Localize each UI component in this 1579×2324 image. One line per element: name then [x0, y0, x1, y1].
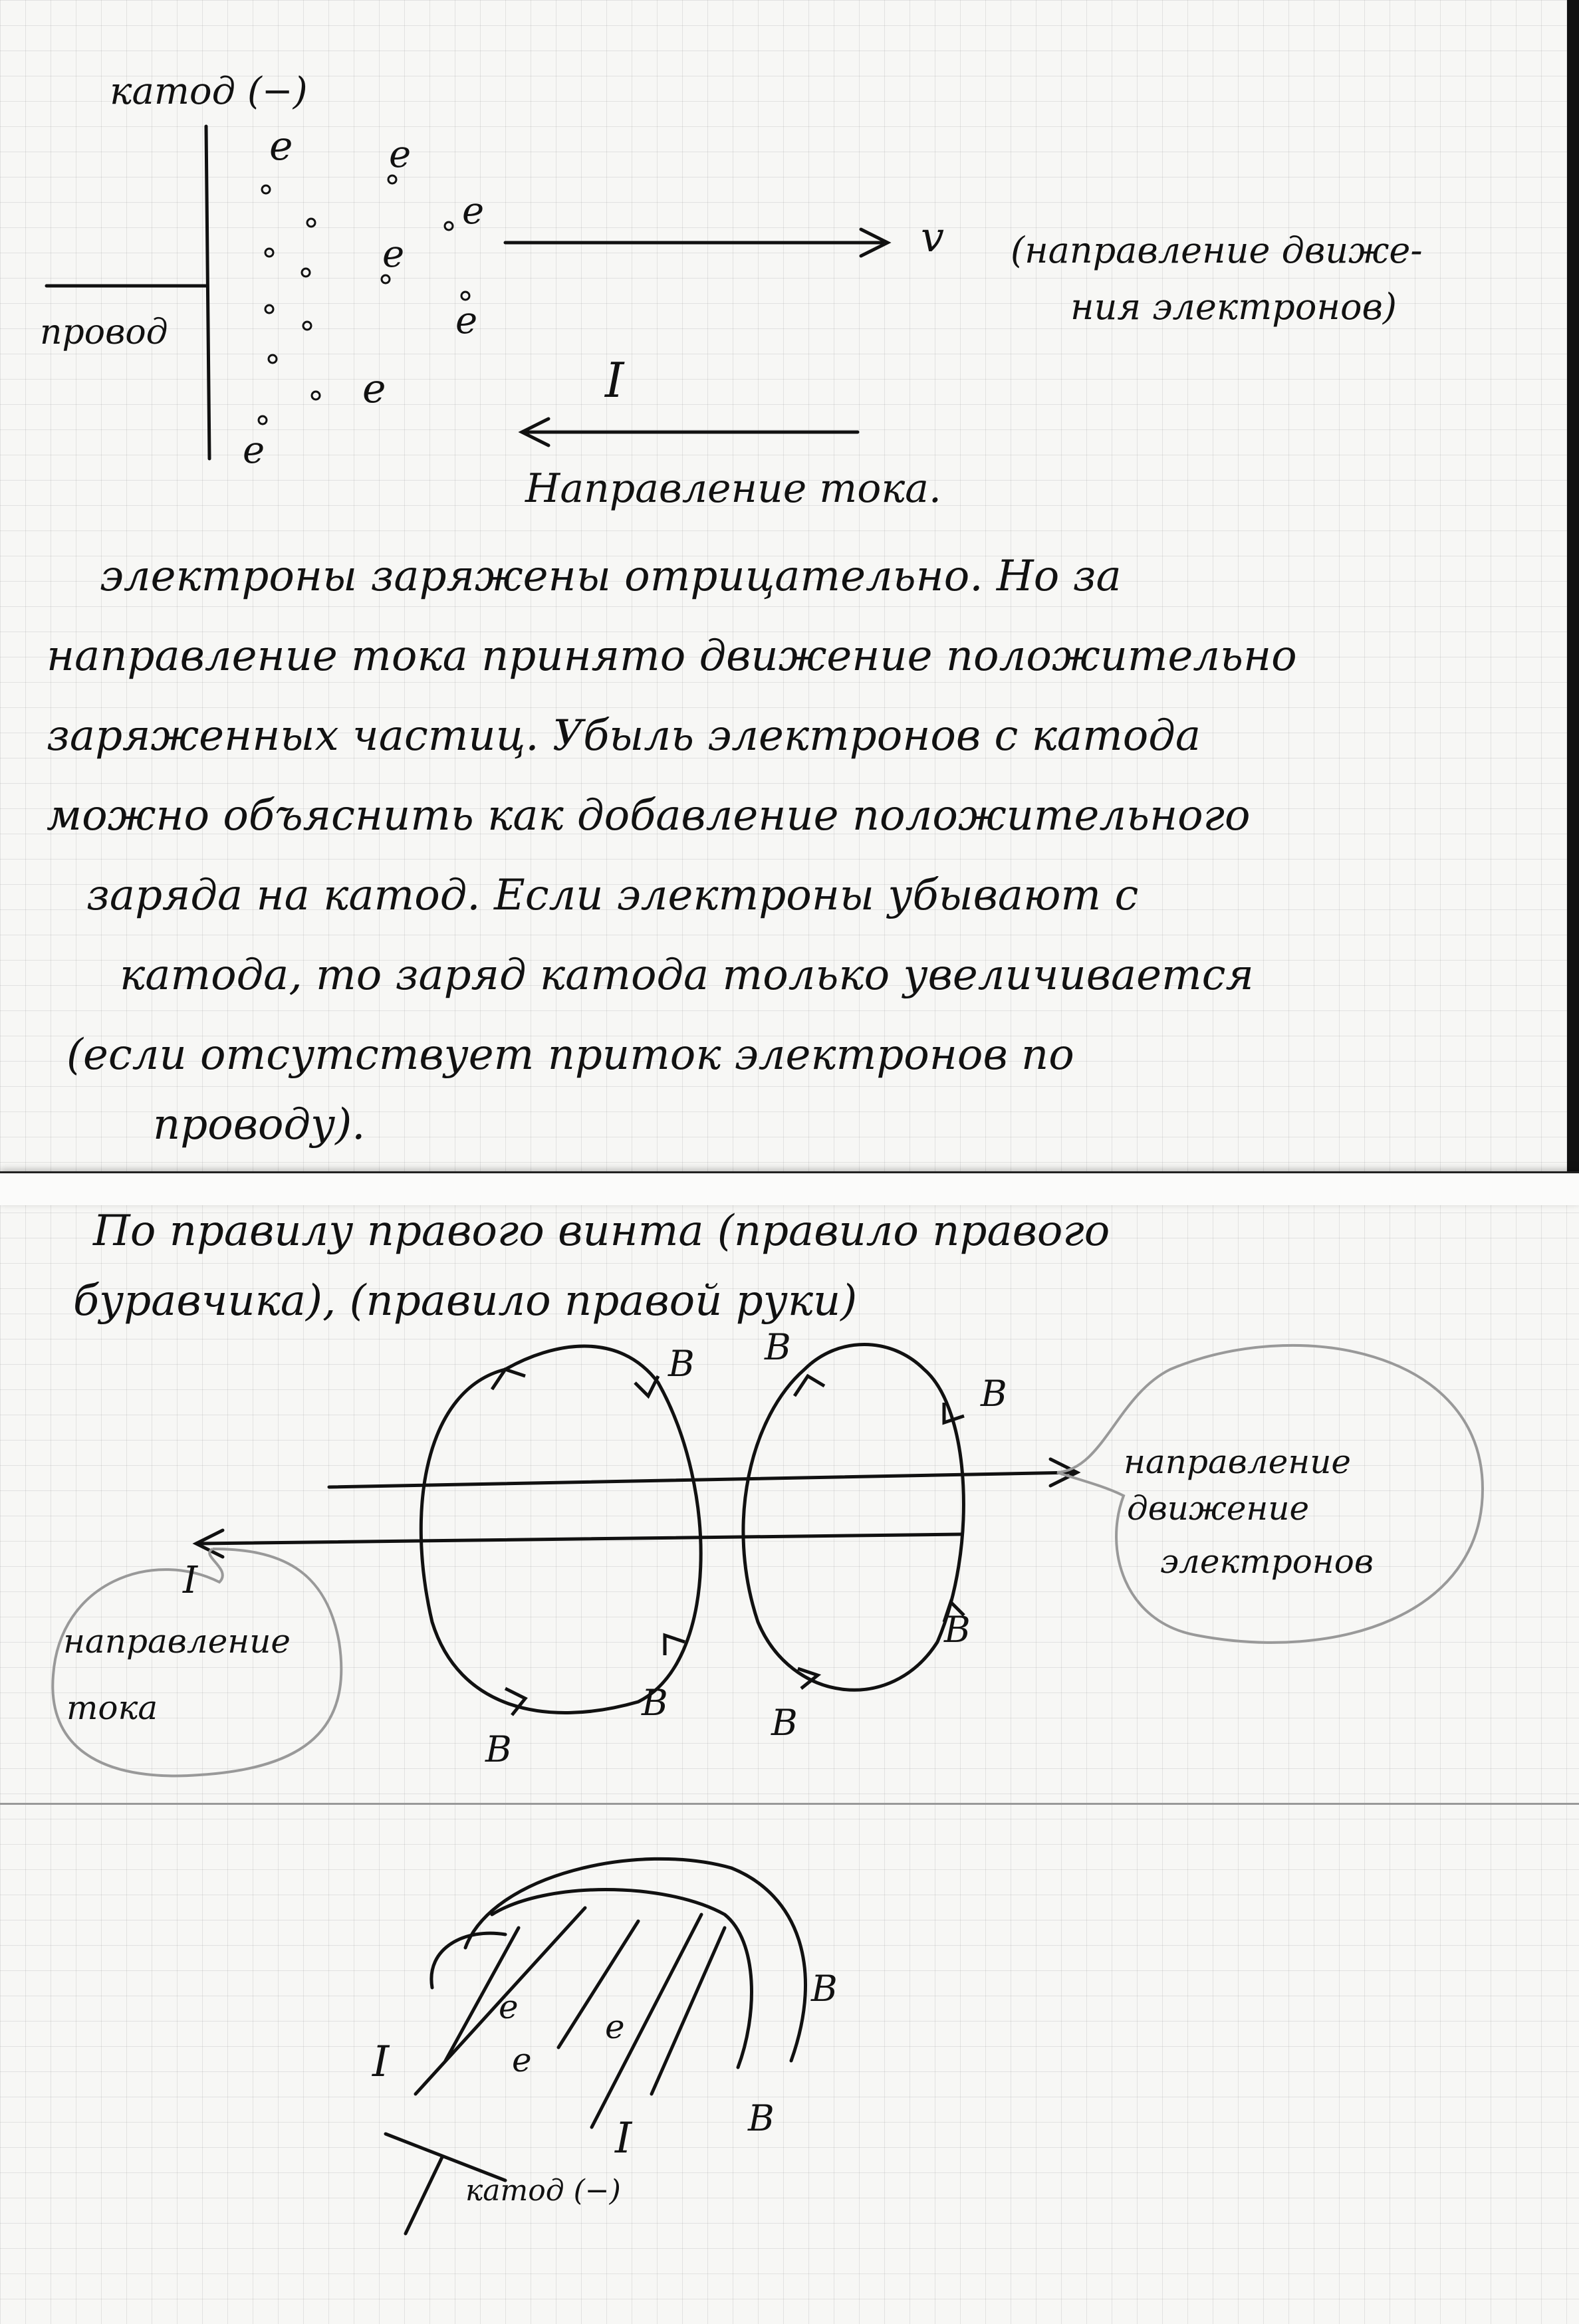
field-label: B: [981, 1373, 1007, 1415]
paragraph-line-1: электроны заряжены отрицательно. Но за: [100, 552, 1122, 601]
field-label: B: [811, 1968, 838, 2010]
field-loop-left: [421, 1346, 701, 1713]
field-label: B: [765, 1326, 791, 1368]
field-label: B: [748, 2097, 775, 2139]
electron-label: e: [243, 429, 265, 472]
electron-note-line-3: электронов: [1160, 1542, 1374, 1581]
electron-note-line-1: направление: [1124, 1443, 1352, 1481]
rule-line-2: буравчика), (правило правой руки): [73, 1276, 858, 1326]
paragraph-line-8: проводу).: [153, 1100, 366, 1149]
section-divider: [0, 1803, 1579, 1805]
current-label: I: [605, 352, 624, 408]
paragraph-line-2: направление тока принято движение положительно: [47, 632, 1297, 681]
electron-label: e: [455, 299, 478, 342]
velocity-label: v: [921, 213, 945, 261]
current-label: I: [372, 2037, 390, 2087]
paragraph-line-3: заряженных частиц. Убыль электронов с катода: [47, 711, 1201, 760]
field-label: B: [642, 1682, 668, 1724]
electron-path-3: [652, 1928, 725, 2094]
electron-label: e: [499, 1988, 519, 2026]
electron-label: e: [462, 189, 485, 233]
field-label: B: [771, 1702, 798, 1744]
cathode-plate: [206, 126, 209, 459]
page-break: [0, 1171, 1579, 1205]
cathode-label: катод (−): [110, 70, 308, 113]
current-note-line-1: направление: [63, 1622, 291, 1661]
rule-line-1: По правилу правого винта (правило правого: [93, 1207, 1110, 1256]
current-direction-arrow: [199, 1534, 961, 1544]
field-label: B: [944, 1609, 971, 1651]
electron-label: e: [382, 233, 405, 276]
electron-label: e: [269, 123, 293, 170]
electron-note-line-2: движение: [1127, 1489, 1310, 1528]
current-note-line-2: тока: [66, 1688, 158, 1727]
electron-label: e: [389, 133, 412, 176]
cathode-label-bottom: катод (−): [465, 2174, 621, 2208]
current-label: I: [615, 2114, 632, 2163]
field-label: B: [485, 1728, 512, 1770]
current-caption: Направление тока.: [525, 465, 941, 512]
paragraph-line-7: (если отсутствует приток электронов по: [66, 1030, 1074, 1080]
electron-label: e: [605, 2008, 625, 2046]
electron-label: e: [512, 2041, 532, 2079]
current-label: I: [183, 1559, 198, 1602]
paragraph-line-6: катода, то заряд катода только увеличивается: [120, 951, 1254, 1000]
paragraph-line-4: можно объяснить как добавление положительного: [47, 791, 1251, 840]
electron-path-2: [558, 1921, 638, 2047]
velocity-note-line-2: ния электронов): [1070, 286, 1397, 328]
field-loop-right: [743, 1345, 963, 1690]
velocity-note-line-1: (направление движе-: [1011, 229, 1423, 271]
wire-label: провод: [40, 312, 168, 352]
field-label: B: [668, 1343, 695, 1385]
paragraph-line-5: заряда на катод. Если электроны убывают с: [86, 871, 1139, 920]
electron-label: e: [362, 366, 386, 412]
